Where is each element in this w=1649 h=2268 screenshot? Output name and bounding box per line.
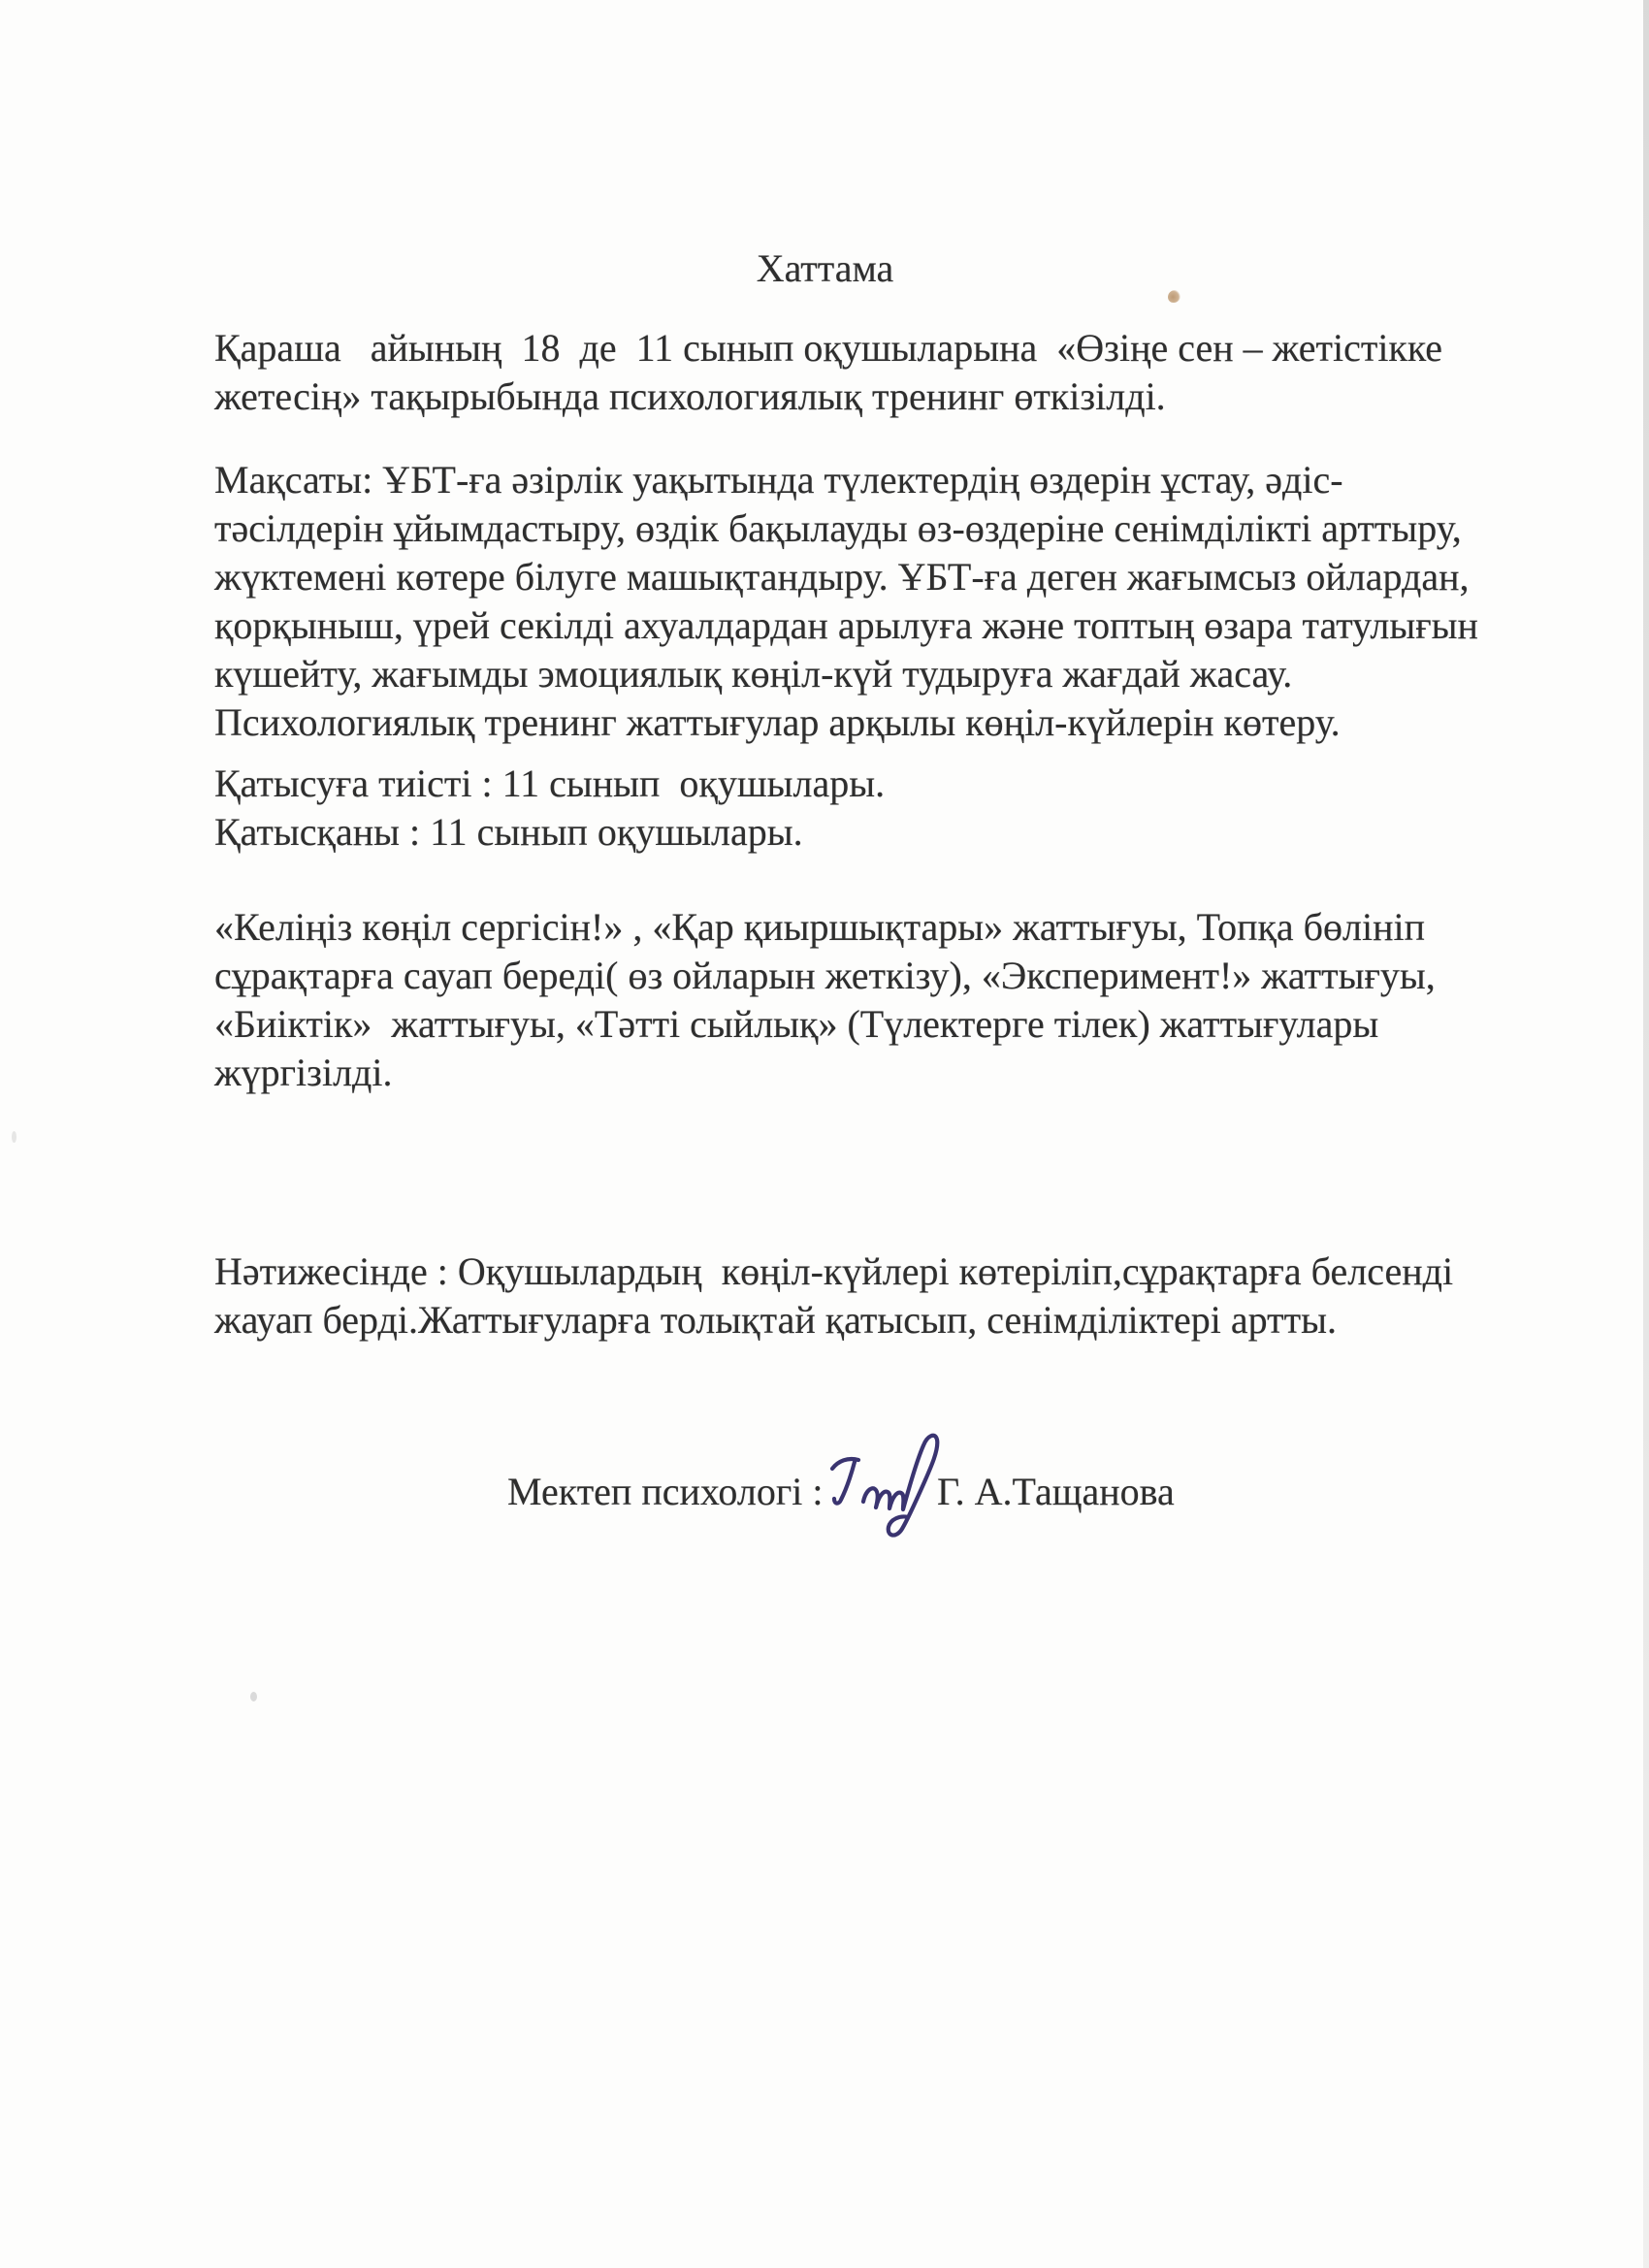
page-title-text: Хаттама	[756, 246, 894, 290]
paragraph-line: Мақсаты: ҰБТ-ға әзірлік уақытында түлектердің өздерін ұстау, әдіс-	[214, 458, 1343, 502]
paragraph-line: Нәтижесінде : Оқушылардың көңіл-күйлері көтеріліп,сұрақтарға белсенді	[214, 1249, 1454, 1293]
signature-name: Г. А.Тащанова	[937, 1470, 1175, 1513]
paragraph-goal	[214, 456, 1478, 747]
paragraph-line: жүктемені көтере білуге машықтандыру. ҰБТ-ға деген жағымсыз ойлардан,	[214, 555, 1470, 599]
paragraph-line: күшейту, жағымды эмоциялық көңіл-күй тудыруға жағдай жасау.	[214, 652, 1293, 696]
scan-speck	[250, 1692, 257, 1701]
paragraph-line: Қатысқаны : 11 сынып оқушылары.	[214, 810, 803, 854]
signature-label: Мектеп психологі :	[507, 1470, 824, 1513]
paragraph-line: «Биіктік» жаттығуы, «Тәтті сыйлық» (Түлектерге тілек) жаттығулары	[214, 1002, 1379, 1046]
page-title	[214, 244, 1436, 293]
scan-speck	[1168, 290, 1180, 303]
scan-edge-shadow	[1643, 0, 1649, 2268]
paragraph-line: тәсілдерін ұйымдастыру, өздік бақылауды өз-өздеріне сенімділікті арттыру,	[214, 506, 1462, 550]
paragraph-line: Қатысуға тиісті : 11 сынып оқушылары.	[214, 761, 886, 805]
paragraph-intro	[214, 324, 1442, 421]
paragraph-line: жауап берді.Жаттығуларға толықтай қатысып, сенімділіктері артты.	[214, 1298, 1337, 1342]
paragraph-line: жүргізілді.	[214, 1051, 393, 1094]
signature-stroke	[832, 1436, 937, 1536]
scan-speck	[12, 1131, 16, 1143]
paragraph-line: қорқыныш, үрей секілді ахуалдардан арылуға және топтың өзара татулығын	[214, 603, 1478, 647]
paragraph-line: «Келіңіз көңіл сергісін!» , «Қар қиыршықтары» жаттығуы, Топқа бөлініп	[214, 905, 1426, 949]
paragraph-line: Психологиялық тренинг жаттығулар арқылы көңіл-күйлерін көтеру.	[214, 700, 1341, 744]
paragraph-line: сұрақтарға сауап береді( өз ойларын жеткізу), «Эксперимент!» жаттығуы,	[214, 954, 1436, 997]
paragraph-result	[214, 1247, 1453, 1345]
paragraph-participants	[214, 760, 885, 857]
paragraph-line: Қараша айының 18 де 11 сынып оқушыларына «Өзіңе сен – жетістікке	[214, 326, 1443, 370]
paragraph-exercises	[214, 903, 1436, 1097]
paragraph-line: жетесің» тақырыбында психологиялық тренинг өткізілді.	[214, 374, 1166, 418]
